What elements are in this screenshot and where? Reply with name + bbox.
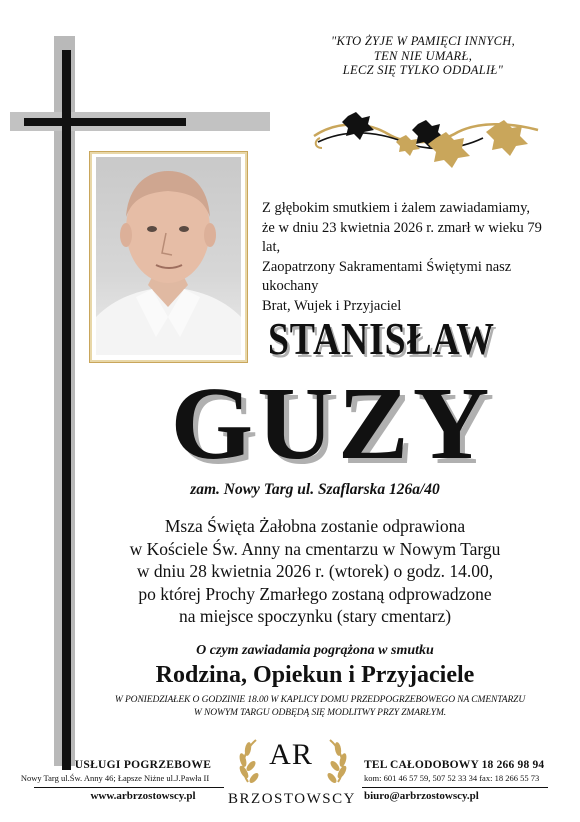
footer-divider-right <box>362 787 548 788</box>
phone-24h: TEL CAŁODOBOWY 18 266 98 94 <box>364 759 545 771</box>
portrait-photo <box>96 157 241 355</box>
quote <box>292 34 554 78</box>
notify-line: O czym zawiadamia pogrążona w smutku <box>196 643 434 658</box>
mass-line: w dniu 28 kwietnia 2026 r. (wtorek) o godz. 14.00, <box>136 561 494 581</box>
family-signature: Rodzina, Opiekun i Przyjaciele <box>155 662 475 688</box>
funeral-services-address: Nowy Targ ul.Św. Anny 46; Łapsze Niżne ul.J.Pawła II <box>20 773 210 783</box>
quote-line: TEN NIE UMARŁ, <box>373 48 473 63</box>
mass-line: na miejsce spoczynku (stary cmentarz) <box>178 606 452 626</box>
deceased-address: zam. Nowy Targ ul. Szaflarska 126a/40 <box>190 481 440 498</box>
funeral-services-title: USŁUGI POGRZEBOWE <box>74 759 212 771</box>
logo-name: BRZOSTOWSCY <box>228 791 356 807</box>
intro-line: Brat, Wujek i Przyjaciel <box>262 297 402 314</box>
footer-divider-left <box>34 787 224 788</box>
deceased-last-name: GUZY <box>170 366 494 481</box>
notice-line: W NOWYM TARGU ODBĘDĄ SIĘ MODLITWY PRZY ZMARŁYM. <box>193 708 447 718</box>
intro-line: Zaopatrzony Sakramentami Świętymi nasz ukochany <box>262 258 512 294</box>
mass-line: po której Prochy Zmarłego zostaną odprowadzone <box>138 583 492 604</box>
intro-line: że w dniu 23 kwietnia 2026 r. zmarł w wieku 79 lat, <box>262 219 542 255</box>
cross-icon-vertical <box>62 50 71 770</box>
website-link[interactable]: www.arbrzostowscy.pl <box>90 790 196 802</box>
mass-line: w Kościele Św. Anny na cmentarzu w Nowym Targu <box>129 538 501 559</box>
funeral-mass-details <box>100 515 530 628</box>
prayer-notice <box>70 694 570 720</box>
phone-numbers: kom: 601 46 57 59, 507 52 33 34 fax: 18 266 55 73 <box>364 773 540 783</box>
quote-line: "KTO ŻYJE W PAMIĘCI INNYCH, <box>330 34 516 48</box>
deceased-first-name: STANISŁAW <box>268 313 495 364</box>
quote-line: LECZ SIĘ TYLKO ODDALIŁ" <box>342 63 504 77</box>
grape-leaf-vine-icon <box>308 108 544 170</box>
announcement-intro <box>262 199 562 316</box>
notice-line: W PONIEDZIAŁEK O GODZINIE 18.00 W KAPLICY DOMU PRZEDPOGRZEBOWEGO NA CMENTARZU <box>114 695 526 705</box>
mass-line: Msza Święta Żałobna zostanie odprawiona <box>164 516 466 536</box>
intro-line: Z głębokim smutkiem i żalem zawiadamiamy, <box>262 200 531 216</box>
cross-icon-horizontal <box>24 118 186 126</box>
email-link[interactable]: biuro@arbrzostowscy.pl <box>364 790 479 802</box>
logo-initials: AR <box>269 738 313 771</box>
